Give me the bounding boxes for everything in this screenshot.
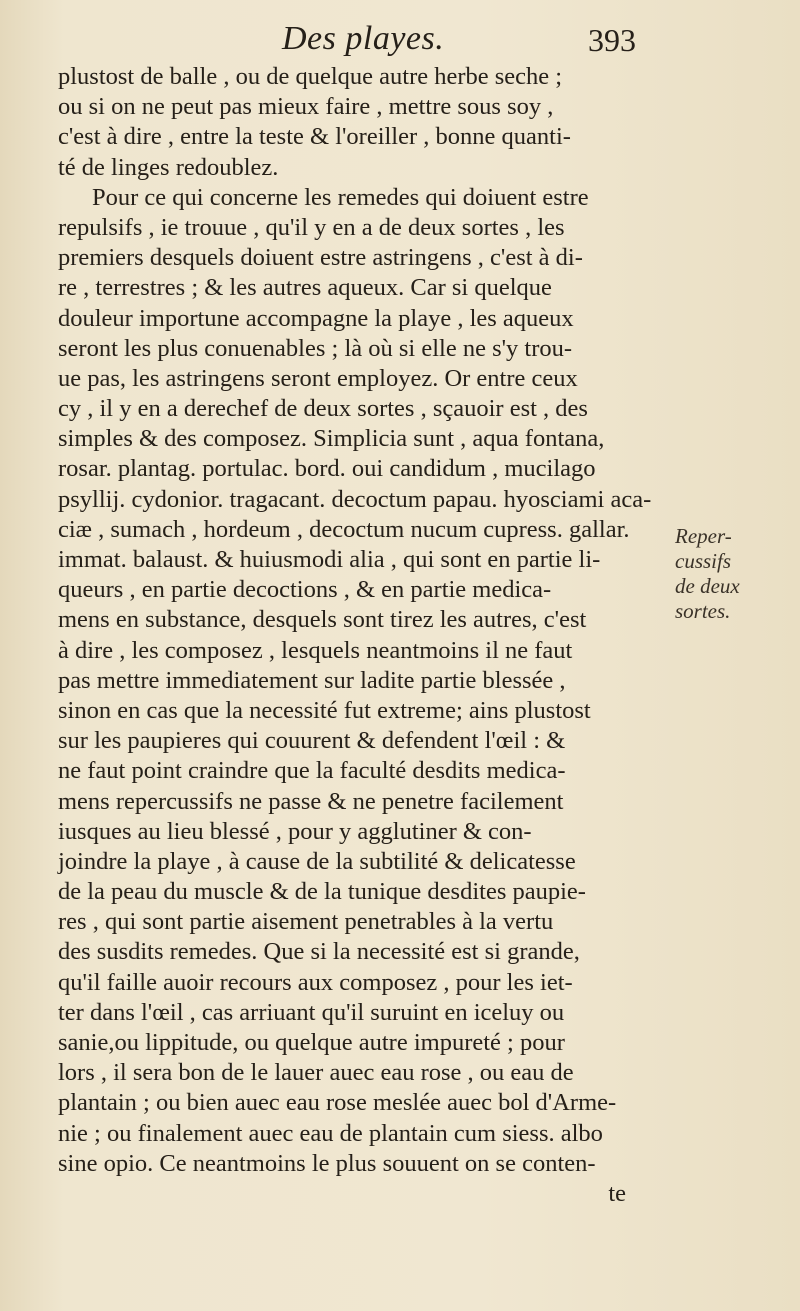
text-line: sinon en cas que la necessité fut extreme; ains plustost [58,696,591,724]
text-line: re , terrestres ; & les autres aqueux. Car si quelque [58,274,552,302]
text-line: ne faut point craindre que la faculté desdits medica- [58,757,566,785]
text-line: sine opio. Ce neantmoins le plus souuent on se conten- [58,1149,596,1177]
text-line: mens repercussifs ne passe & ne penetre facilement [58,787,564,815]
text-line: plustost de balle , ou de quelque autre herbe seche ; [58,63,563,90]
text-line: pas mettre immediatement sur ladite partie blessée , [58,666,566,694]
text-line: plantain ; ou bien auec eau rose meslée auec bol d'Arme- [58,1089,617,1117]
text-line: immat. balaust. & huiusmodi alia , qui sont en partie li- [58,546,601,573]
text-line: sanie,ou lippitude, ou quelque autre impureté ; pour [58,1029,565,1056]
text-line: des susdits remedes. Que si la necessité est si grande, [58,938,580,966]
text-line: qu'il faille auoir recours aux composez , pour les iet- [58,968,573,996]
text-line: ue pas, les astringens seront employez. Or entre ceux [58,364,578,392]
text-line: mens en substance, desquels sont tirez les autres, c'est [58,606,587,634]
text-line: simples & des composez. Simplicia sunt , aqua fontana, [58,425,605,453]
text-line: ter dans l'œil , cas arriuant qu'il suruint en iceluy ou [58,998,565,1026]
text-line: lors , il sera bon de le lauer auec eau rose , ou eau de [58,1059,574,1087]
page-header [0,20,800,64]
margin-note [675,524,797,624]
text-line: rosar. plantag. portulac. bord. oui candidum , mucilago [58,455,596,483]
running-title: Des playes. [282,20,445,57]
catchword: te [608,1179,626,1207]
margin-note-line: sortes. [675,599,731,623]
text-line: douleur importune accompagne la playe , les aqueux [58,304,574,332]
text-line: de la peau du muscle & de la tunique desdites paupie- [58,878,586,906]
margin-note-line: de deux [675,574,740,598]
text-line: repulsifs , ie trouue , qu'il y en a de deux sortes , les [58,213,565,241]
text-line: Pour ce qui concerne les remedes qui doiuent estre [92,183,589,211]
text-line: ou si on ne peut pas mieux faire , mettre sous soy , [58,93,554,121]
text-line: nie ; ou finalement auec eau de plantain cum siess. albo [58,1119,603,1147]
text-line: ciæ , sumach , hordeum , decoctum nucum cupress. gallar. [58,515,630,543]
text-line: res , qui sont partie aisement penetrables à la vertu [58,908,554,936]
text-line: sur les paupieres qui couurent & defendent l'œil : & [58,727,566,755]
text-line: cy , il y en a derechef de deux sortes , sçauoir est , des [58,395,588,423]
body-text [58,62,658,1209]
text-line: queurs , en partie decoctions , & en partie medica- [58,576,552,604]
text-line: té de linges redoublez. [58,153,279,181]
text-line: c'est à dire , entre la teste & l'oreiller , bonne quanti- [58,123,571,151]
text-line: joindre la playe , à cause de la subtilité & delicatesse [58,847,576,875]
text-line: premiers desquels doiuent estre astringens , c'est à di- [58,244,583,272]
text-line: psyllij. cydonior. tragacant. decoctum papau. hyosciami aca- [58,485,652,513]
text-line: iusques au lieu blessé , pour y agglutiner & con- [58,817,532,845]
page-number: 393 [588,22,636,58]
margin-note-line: Reper- [675,524,732,548]
text-line: à dire , les composez , lesquels neantmoins il ne faut [58,636,573,664]
text-line: seront les plus conuenables ; là où si elle ne s'y trou- [58,334,573,362]
margin-note-line: cussifs [675,549,732,573]
